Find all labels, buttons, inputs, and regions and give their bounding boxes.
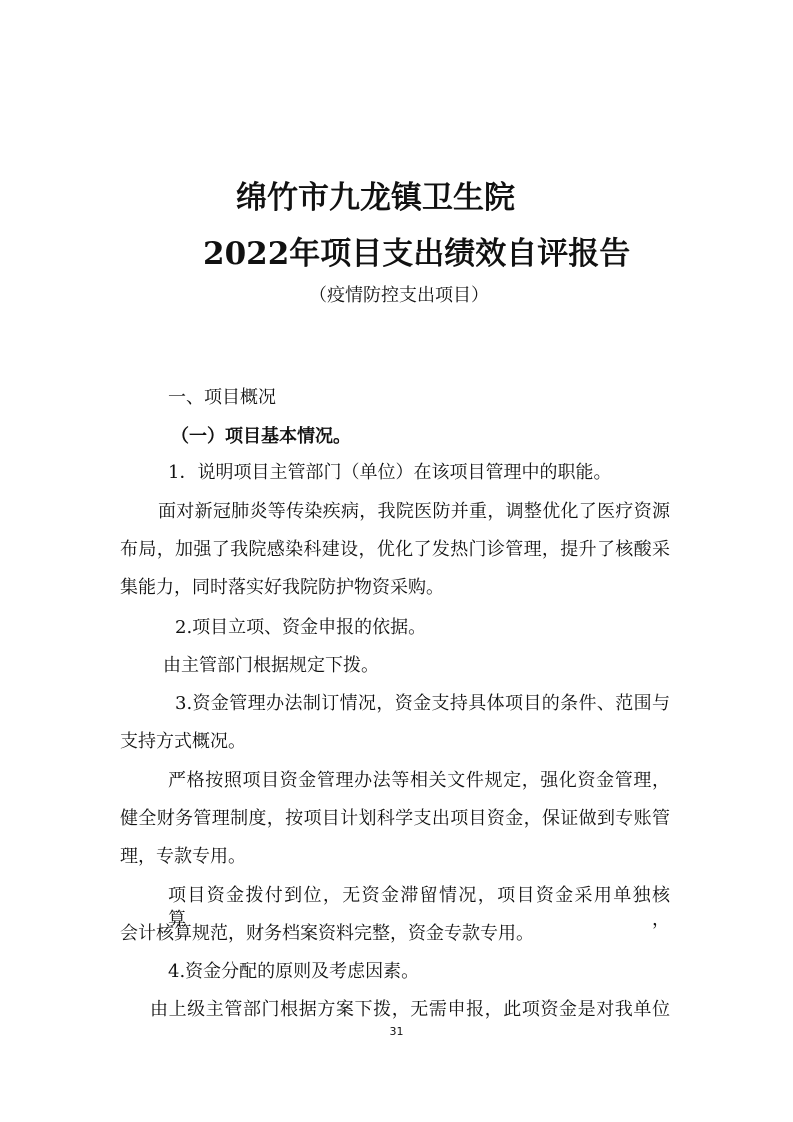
document-title-line-1: 绵竹市九龙镇卫生院 — [236, 180, 515, 216]
item-2-heading: 2.项目立项、资金申报的依据。 — [175, 617, 427, 638]
item-3-body-line: 严格按照项目资金管理办法等相关文件规定，强化资金管理， — [168, 770, 670, 791]
item-3-body-line: 会计核算规范，财务档案资料完整，资金专款专用。 — [120, 923, 534, 944]
item-3-body-line: 项目资金拨付到位，无资金滞留情况，项目资金采用单独核算， — [168, 885, 670, 930]
item-4-body-line: 由上级主管部门根据方案下拨，无需申报，此项资金是对我单位 — [150, 999, 670, 1020]
item-2-body: 由主管部门根据规定下拨。 — [163, 655, 379, 676]
page-number: 31 — [389, 1025, 404, 1038]
item-1-heading: 1．说明项目主管部门（单位）在该项目管理中的职能。 — [168, 462, 612, 483]
item-1-body-line: 面对新冠肺炎等传染疾病，我院医防并重，调整优化了医疗资源 — [158, 501, 670, 522]
item-3-heading-line: 3.资金管理办法制订情况，资金支持具体项目的条件、范围与 — [175, 693, 670, 714]
item-4-heading: 4.资金分配的原则及考虑因素。 — [168, 961, 420, 982]
item-3-heading-line: 支持方式概况。 — [120, 731, 246, 752]
section-heading: 一、项目概况 — [168, 387, 276, 408]
item-3-body-line: 健全财务管理制度，按项目计划科学支出项目资金，保证做到专账管 — [120, 808, 670, 829]
item-1-body-line: 集能力，同时落实好我院防护物资采购。 — [120, 577, 444, 598]
document-title-line-2: 2022年项目支出绩效自评报告 — [203, 236, 631, 272]
document-subtitle: （疫情防控支出项目） — [309, 285, 489, 306]
item-1-body-line: 布局，加强了我院感染科建设，优化了发热门诊管理，提升了核酸采 — [120, 539, 670, 560]
subsection-heading: （一）项目基本情况。 — [171, 426, 351, 447]
item-3-body-line: 理，专款专用。 — [120, 846, 246, 867]
